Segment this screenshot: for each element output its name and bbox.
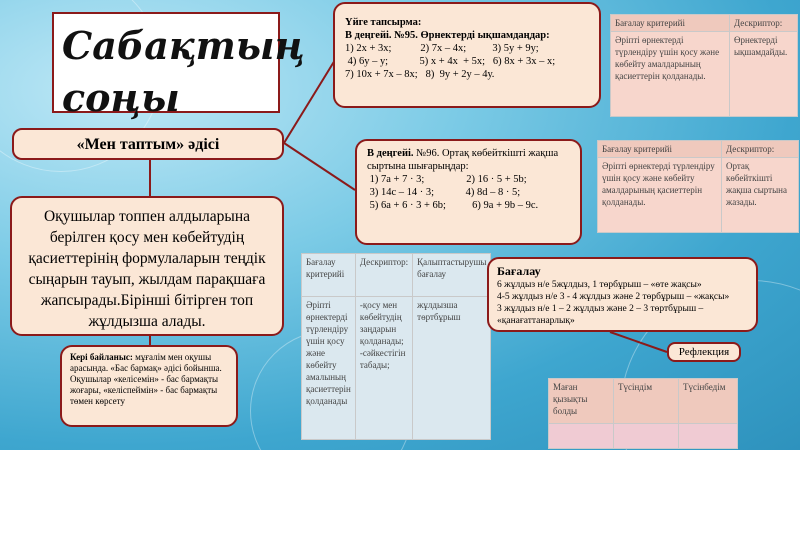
task-96-text: №96. Ортақ көбейткішті жақша сыртына шығарыңдар: [367, 148, 559, 172]
table-header: Қалыптастырушы бағалау [413, 254, 491, 297]
homework-level: В деңгейі. №95. Өрнектерді ықшамдаңдар: [345, 30, 550, 41]
table-cell: Әріпті өрнектерді түрлендіру үшін қосу және көбейту амалдарының қасиеттерін қолданады. [611, 32, 730, 117]
criteria-table-1 [610, 14, 798, 117]
table-cell: Әріпті өрнектерді түрлендіру үшін қосу және көбейту амалдарының қасиеттерін қолданады. [598, 158, 722, 233]
task-96-line-3: 5) 6а + 6 · 3 + 6b; 6) 9а + 9b – 9с. [367, 200, 539, 211]
homework-line-1: 1) 2х + 3х; 2) 7х – 4х; 3) 5у + 9у; [345, 43, 539, 54]
table-cell: -қосу мен көбейтудің заңдарын қолданады; -сәйкестігін табады; [355, 297, 412, 440]
table-cell: Әріпті өрнектерді түрлендіру үшін қосу және көбейту амалының қасиеттерін қолданады [302, 297, 356, 440]
table-header: Түсінбедім [679, 379, 738, 424]
homework-line-3: 7) 10х + 7х – 8х; 8) 9у + 2у – 4у. [345, 69, 495, 80]
table-header: Бағалау критерийі [302, 254, 356, 297]
table-header: Дескриптор: [722, 141, 799, 158]
activity-description: Оқушылар топпен алдыларына берілген қосу мен көбейтудің қасиеттерінің формулаларын теңдік сыңарын тауып, жылдам парақшаға жапсырады.Бірінші бітірген топ жұлдызша алады. [10, 196, 284, 336]
table-header: Түсіндім [614, 379, 679, 424]
homework-box [333, 2, 601, 108]
task-96-level: В деңгейі. [367, 148, 414, 159]
task-96-line-2: 3) 14с – 14 · 3; 4) 8d – 8 · 5; [367, 187, 521, 198]
reflection-table [548, 378, 738, 449]
reflection-label: Рефлекция [667, 342, 741, 362]
table-header: Дескриптор: [355, 254, 412, 297]
feedback-box [60, 345, 238, 427]
homework-heading: Үйге тапсырма: [345, 17, 422, 28]
table-cell [614, 424, 679, 449]
evaluation-line-2: 4-5 жұлдыз н/е 3 - 4 жұлдыз және 2 төрбұрыш – «жақсы» [497, 292, 730, 302]
table-cell: жұлдызша төртбұрыш [413, 297, 491, 440]
title-card [52, 12, 306, 120]
feedback-heading: Кері байланыс: [70, 352, 133, 362]
task-96-line-1: 1) 7а + 7 · 3; 2) 16 · 5 + 5b; [367, 174, 527, 185]
homework-line-2: 4) 6у – у; 5) х + 4х + 5х; 6) 8х + 3х – х; [345, 56, 556, 67]
table-header: Маған қызықты болды [549, 379, 614, 424]
criteria-table-3 [301, 253, 491, 440]
table-header: Дескриптор: [730, 15, 798, 32]
table-cell: Өрнектерді ықшамдайды. [730, 32, 798, 117]
table-cell: Ортақ көбейткішті жақша сыртына жазады. [722, 158, 799, 233]
page-title [62, 20, 305, 124]
evaluation-heading: Бағалау [497, 264, 541, 278]
criteria-table-2 [597, 140, 799, 233]
evaluation-box [487, 257, 758, 332]
task-96-box [355, 139, 582, 245]
title-line-2: соңы [62, 75, 180, 120]
evaluation-line-3: 3 жұлдыз н/е 1 – 2 жұлдыз және 2 – 3 төртбұрыш – «қанағаттанарлық» [497, 304, 704, 326]
table-header: Бағалау критерийі [611, 15, 730, 32]
method-label: «Мен таптым» әдісі [12, 128, 284, 160]
table-cell [549, 424, 614, 449]
table-header: Бағалау критерийі [598, 141, 722, 158]
feedback-text: мұғалім мен оқушы арасында. «Бас бармақ» әдісі бойынша. Оқушылар «келісемін» - бас бармақты жоғары, «келіспеймін» - бас бармақты төмен көрсету [70, 352, 222, 406]
evaluation-line-1: 6 жұлдыз н/е 5жұлдыз, 1 төрбұрыш – «өте жақсы» [497, 280, 702, 290]
table-cell [679, 424, 738, 449]
title-line-1: Сабақтың [62, 23, 306, 68]
